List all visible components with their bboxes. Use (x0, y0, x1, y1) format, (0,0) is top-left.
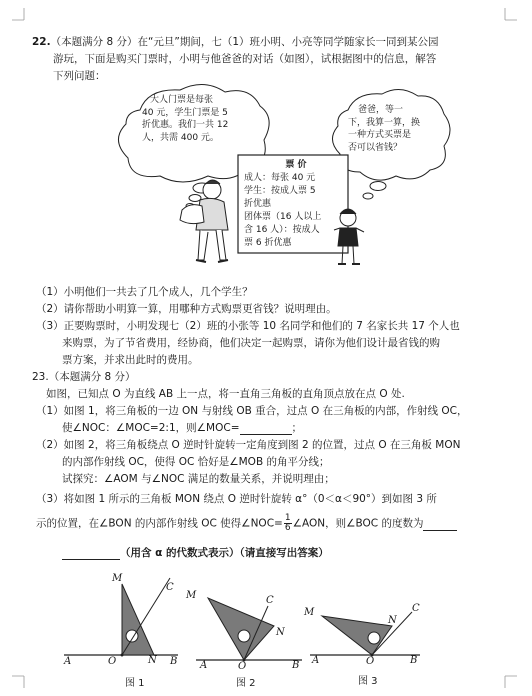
q22-sub2: （2）请你帮助小明算一算，用哪种方式购票更省钱？说明理由。 (36, 303, 337, 315)
bubble-left-line: 折优惠。我们一共 12 (142, 120, 229, 130)
bubble-left-line: 人，共需 400 元。 (142, 132, 219, 143)
fig2-label-A: A (200, 660, 208, 671)
fig3-label-O: O (366, 656, 375, 667)
fig1-caption: 图 1 (125, 678, 145, 689)
fig2-label-N: N (276, 627, 285, 638)
fraction-numerator: 1 (284, 513, 291, 523)
bubble-right-line: 否可以省钱？ (348, 142, 403, 153)
q23-header: 23.（本题满分 8 分） (32, 371, 136, 383)
q23-intro: 如图，已知点 O 为直线 AB 上一点，将一直角三角板的直角顶点放在点 O 处. (46, 388, 405, 400)
q22-sub1: （1）小明他们一共去了几个成人，几个学生？ (36, 286, 253, 298)
q22-line1-text: （本题满分 8 分）在“元旦”期间，七（1）班小明、小亮等同学随家长一同到某公园 (50, 36, 439, 48)
fig3-caption: 图 3 (358, 676, 378, 687)
q23-p1-end: ； (291, 422, 302, 434)
ticket-line: 团体票（16 人以上 (244, 212, 322, 222)
fig2-label-M: M (186, 590, 197, 601)
fig3-label-B: B (410, 655, 418, 666)
figure-3-geometry (310, 612, 420, 657)
fig1-label-A: A (64, 656, 72, 667)
ticket-line: 含 16 人）：按成人 (244, 225, 320, 235)
fig1-label-M: M (112, 573, 123, 584)
ticket-line: 成人：每张 40 元 (244, 173, 316, 183)
q22-sub3-line1: （3）正要购票时，小明发现七（2）班的小张等 10 名同学和他们的 7 名家长共 17 个人也 (36, 320, 460, 332)
q22-line3: 下列问题： (53, 70, 106, 82)
fig1-label-O: O (108, 656, 117, 667)
fig3-label-N: N (388, 615, 397, 626)
ticket-line: 折优惠 (244, 199, 272, 209)
ticket-line: 学生：按成人票 5 (244, 186, 316, 196)
figure-1-geometry (64, 578, 178, 657)
fig3-label-A: A (312, 655, 320, 666)
bubble-right-line: 爸爸，等一 (358, 105, 404, 115)
fig2-label-B: B (292, 660, 300, 671)
q22-number: 22. (32, 36, 51, 48)
figure-2-geometry (196, 598, 302, 662)
q22-sub3-line3: 票方案，并求出此时的费用。 (62, 354, 199, 366)
fig3-label-M: M (304, 607, 315, 618)
fig2-label-C: C (266, 595, 274, 606)
fig3-label-C: C (412, 603, 420, 614)
q22-sub3-line2: 来购票，为了节省费用，经协商，他们决定一起购票，请你为他们设计最省钱的购 (62, 337, 440, 349)
fig2-label-O: O (238, 661, 247, 672)
q23-p3-note: （用含 α 的代数式表示）（请直接写出答案） (120, 547, 329, 559)
fig1-label-N: N (148, 655, 157, 666)
q23-p2-line3: 试探究：∠AOM 与∠NOC 满足的数量关系，并说明理由； (62, 473, 335, 485)
fraction-denominator: 6 (284, 523, 291, 533)
q23-p1-line1: （1）如图 1，将三角板的一边 ON 与射线 OB 重合，过点 O 在三角板的内部，作射线 OC， (36, 405, 468, 417)
bubble-left-line: 大人门票是每张 (150, 95, 214, 105)
ticket-title: 票 价 (285, 160, 307, 170)
q23-p2-line1: （2）如图 2，将三角板绕点 O 逆时针旋转一定角度到图 2 的位置，过点 O 在三角板 MON (36, 439, 461, 451)
bubble-right-line: 下，我算一算，换 (348, 117, 421, 128)
fig1-label-B: B (170, 656, 178, 667)
bubble-left-line: 40 元，学生门票是 5 (142, 107, 228, 118)
ticket-line: 票 6 折优惠 (244, 238, 292, 248)
q22-line2: 游玩，下面是购买门票时，小明与他爸爸的对话（如图），试根据图中的信息，解答 (53, 53, 437, 65)
q23-p3-line1: （3）将如图 1 所示的三角板 MON 绕点 O 逆时针旋转 α°（0＜α＜90°）到如图 3 所 (36, 493, 437, 505)
q23-p2-line2: 的内部作射线 OC，使得 OC 恰好是∠MOB 的角平分线； (62, 456, 330, 468)
q23-p1-text: 使∠NOC：∠MOC=2:1，则∠MOC= (62, 422, 240, 434)
bubble-right-line: 一种方式买票是 (348, 130, 412, 140)
q23-p3-text-a: 示的位置，在∠BON 的内部作射线 OC 使得∠NOC= (36, 517, 283, 530)
fig1-label-C: C (166, 582, 174, 593)
q23-p3-text-b: ∠AON，则∠BOC 的度数为 (292, 517, 424, 530)
fig2-caption: 图 2 (236, 678, 256, 689)
